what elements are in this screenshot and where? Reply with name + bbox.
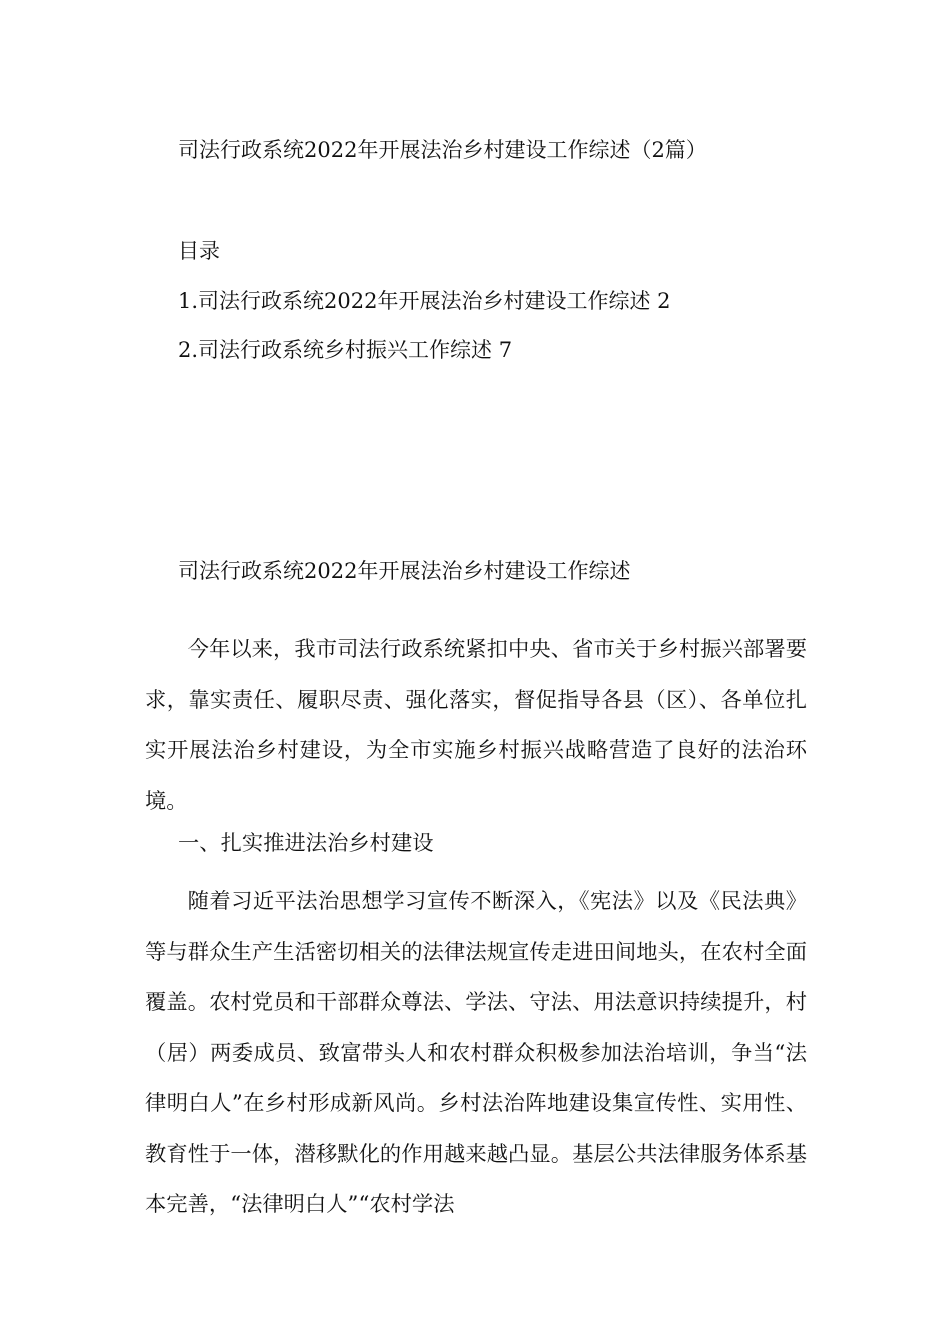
section-title: 司法行政系统2022年开展法治乡村建设工作综述	[178, 559, 631, 583]
toc-item: 1.司法行政系统2022年开展法治乡村建设工作综述 2	[178, 289, 671, 313]
body-paragraph: 今年以来，我市司法行政系统紧扣中央、省市关于乡村振兴部署要求，靠实责任、履职尽责、强化落实，督促指导各县（区）、各单位扎实开展法治乡村建设，为全市实施乡村振兴战略营造了良好的法治环境。	[145, 637, 807, 814]
section-heading: 一、扎实推进法治乡村建设	[178, 831, 434, 856]
toc-heading: 目录	[178, 239, 220, 263]
toc-item: 2.司法行政系统乡村振兴工作综述 7	[178, 338, 513, 362]
document-title: 司法行政系统2022年开展法治乡村建设工作综述（2篇）	[178, 138, 707, 162]
body-paragraph: 随着习近平法治思想学习宣传不断深入，《宪法》以及《民法典》等与群众生产生活密切相关的法律法规宣传走进田间地头，在农村全面覆盖。农村党员和干部群众尊法、学法、守法、用法意识持续提升，村（居）两委成员、致富带头人和农村群众积极参加法治培训，争当“法律明白人”在乡村形成新风尚。乡村法治阵地建设集宣传性、实用性、教育性于一体，潜移默化的作用越来越凸显。基层公共法律服务体系基本完善，“法律明白人”“农村学法	[145, 889, 807, 1217]
